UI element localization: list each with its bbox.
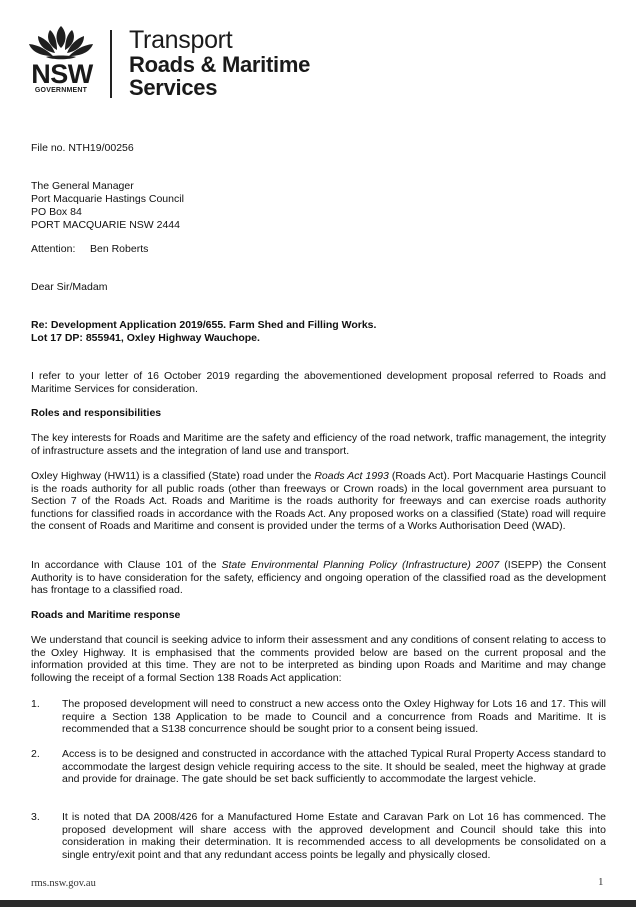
response-paragraph: We understand that council is seeking advice to inform their assessment and any conditions of consent relating to access to the Oxley Highway. It is emphasised that the comments provided below are based on the current proposal and the information provided at this time. They are not to be interpreted as binding upon Roads and Maritime and may change following the receipt of a formal Section 138 Roads Act application: <box>31 634 606 684</box>
list-item-3-number: 3. <box>31 811 40 823</box>
roles-p2-start: Oxley Highway (HW11) is a classified (State) road under the <box>31 470 315 482</box>
intro-paragraph: I refer to your letter of 16 October 2019 regarding the abovementioned development proposal referred to Roads and Maritime Services for consideration. <box>31 370 606 395</box>
bottom-edge-bar <box>0 900 636 907</box>
address-line-1: The General Manager <box>31 180 134 192</box>
roles-p2-end: (Roads Act). Port Macquarie Hastings Council is the roads authority for all public roads (other than freeways or Crown roads) in the local government area pursuant to Section 7 of the Roads Act. Roads and Maritime is the roads authority for freeways and can exercise roads authority functions for classified roads in accordance with the Roads Act. Any proposed works on a classified (State) road will require the consent of Roads and Maritime and consent is provided under the terms of a Works Authorisation Deed (WAD). <box>31 470 607 533</box>
waratah-icon <box>26 24 96 64</box>
roles-p2-act-title: Roads Act 1993 <box>314 470 389 482</box>
subject-line-1: Re: Development Application 2019/655. Farm Shed and Filling Works. <box>31 319 377 331</box>
list-item-2-text: Access is to be designed and constructed in accordance with the attached Typical Rural Property Access standard to accommodate the largest design vehicle requiring access to the site. It should be sealed, meet the highway at grade and provide for drainage. The gate should be set back sufficiently to accommodate the largest vehicle. <box>62 748 606 786</box>
logo-nsw-text: NSW <box>31 59 93 89</box>
address-line-3: PO Box 84 <box>31 206 82 218</box>
list-item-1-text: The proposed development will need to construct a new access onto the Oxley Highway for Lots 16 and 17. This will require a Section 138 Application to be made to Council and a concurrence from Roads and Maritime. It is recommended that a S138 concurrence should be sought prior to a consent being issued. <box>62 698 606 736</box>
nsw-government-logo <box>26 24 96 98</box>
footer-website: rms.nsw.gov.au <box>31 878 96 889</box>
roles-paragraph-1: The key interests for Roads and Maritime are the safety and efficiency of the road network, traffic management, the integrity of infrastructure assets and the integration of land use and transport. <box>31 432 606 457</box>
agency-brand <box>129 27 310 99</box>
brand-roads-maritime: Roads & Maritime <box>129 52 311 77</box>
attention-name: Ben Roberts <box>90 243 149 255</box>
logo-government-text: GOVERNMENT <box>34 87 88 94</box>
roles-p3-start: In accordance with Clause 101 of the <box>31 559 222 571</box>
brand-transport: Transport <box>129 26 233 54</box>
salutation: Dear Sir/Madam <box>31 281 108 293</box>
address-line-4: PORT MACQUARIE NSW 2444 <box>31 219 180 231</box>
attention-label: Attention: <box>31 243 76 255</box>
response-heading: Roads and Maritime response <box>31 609 181 621</box>
roles-p3-policy-title: State Environmental Planning Policy (Infrastructure) 2007 <box>221 559 500 571</box>
roles-paragraph-2 <box>31 470 606 533</box>
brand-services: Services <box>129 75 218 100</box>
subject-line-2: Lot 17 DP: 855941, Oxley Highway Wauchope. <box>31 332 260 344</box>
list-item-2-number: 2. <box>31 748 40 760</box>
footer-page-number: 1 <box>598 876 604 888</box>
address-line-2: Port Macquarie Hastings Council <box>31 193 184 205</box>
roles-p3-end: (ISEPP) the Consent Authority is to have consideration for the safety, efficiency and ongoing operation of the classified road as the development has frontage to a classified road. <box>31 559 606 597</box>
file-number: File no. NTH19/00256 <box>31 142 134 154</box>
logo-divider <box>110 30 112 98</box>
list-item-1-number: 1. <box>31 698 40 710</box>
list-item-3-text: It is noted that DA 2008/426 for a Manufactured Home Estate and Caravan Park on Lot 16 has commenced. The proposed development will share access with the approved development and Council should take this into consideration in making their determination. It is recommended access to all developments be consolidated on a single entry/exit point and that any redundant access points be legally and physically closed. <box>62 811 606 861</box>
roles-paragraph-3 <box>31 559 606 597</box>
roles-heading: Roles and responsibilities <box>31 407 162 419</box>
